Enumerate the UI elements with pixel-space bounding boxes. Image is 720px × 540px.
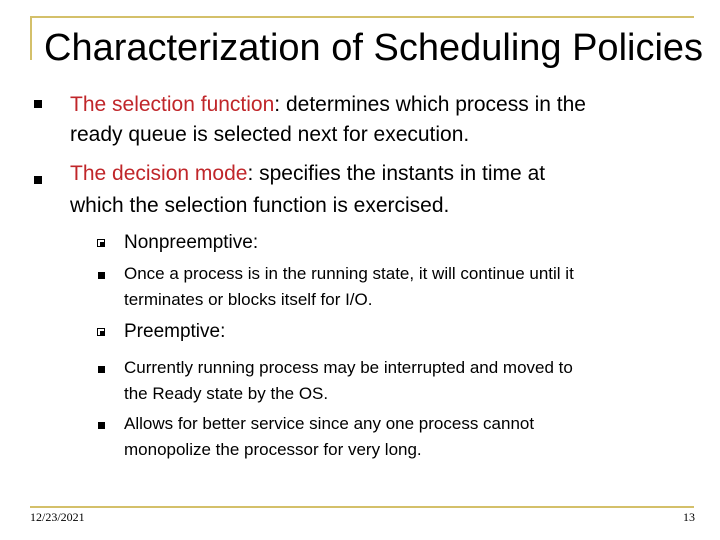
nonpreemptive-point-1-line-1: Once a process is in the running state, it will continue until it [124, 264, 574, 283]
bullet-square-icon [98, 366, 105, 373]
left-border-line [30, 16, 32, 60]
nonpreemptive-point-1-line-2: terminates or blocks itself for I/O. [124, 290, 373, 309]
bullet-2-line-1 [70, 159, 545, 189]
bullet-square-icon [98, 422, 105, 429]
page-number: 13 [683, 510, 695, 524]
slide-title: Characterization of Scheduling Policies [44, 27, 704, 69]
preemptive-point-2-line-1: Allows for better service since any one process cannot [124, 414, 535, 433]
bullet-square-icon [34, 100, 42, 108]
bullet-1-line-2: ready queue is selected next for execution. [70, 123, 470, 146]
hollow-square-bullet-icon [97, 328, 105, 336]
decision-mode-term: The decision mode [70, 162, 248, 185]
bullet-square-icon [98, 272, 105, 279]
preemptive-point-1-line-1: Currently running process may be interrupted and moved to [124, 358, 573, 377]
bullet-2-line-2: which the selection function is exercised. [70, 194, 450, 217]
selection-function-term: The selection function [70, 93, 275, 116]
preemptive-point-2-line-2: monopolize the processor for very long. [124, 440, 422, 459]
preemptive-point-1-line-2: the Ready state by the OS. [124, 384, 329, 403]
selection-function-desc: : determines which process in the [274, 93, 586, 116]
decision-mode-desc: : specifies the instants in time at [247, 162, 546, 185]
bottom-border-line [30, 506, 694, 508]
bullet-1-line-1 [70, 90, 586, 120]
preemptive-label: Preemptive: [124, 321, 226, 342]
footer-date: 12/23/2021 [30, 510, 85, 524]
hollow-square-bullet-icon [97, 239, 105, 247]
top-border-line [30, 16, 694, 18]
nonpreemptive-label: Nonpreemptive: [124, 232, 259, 253]
bullet-square-icon [34, 176, 42, 184]
